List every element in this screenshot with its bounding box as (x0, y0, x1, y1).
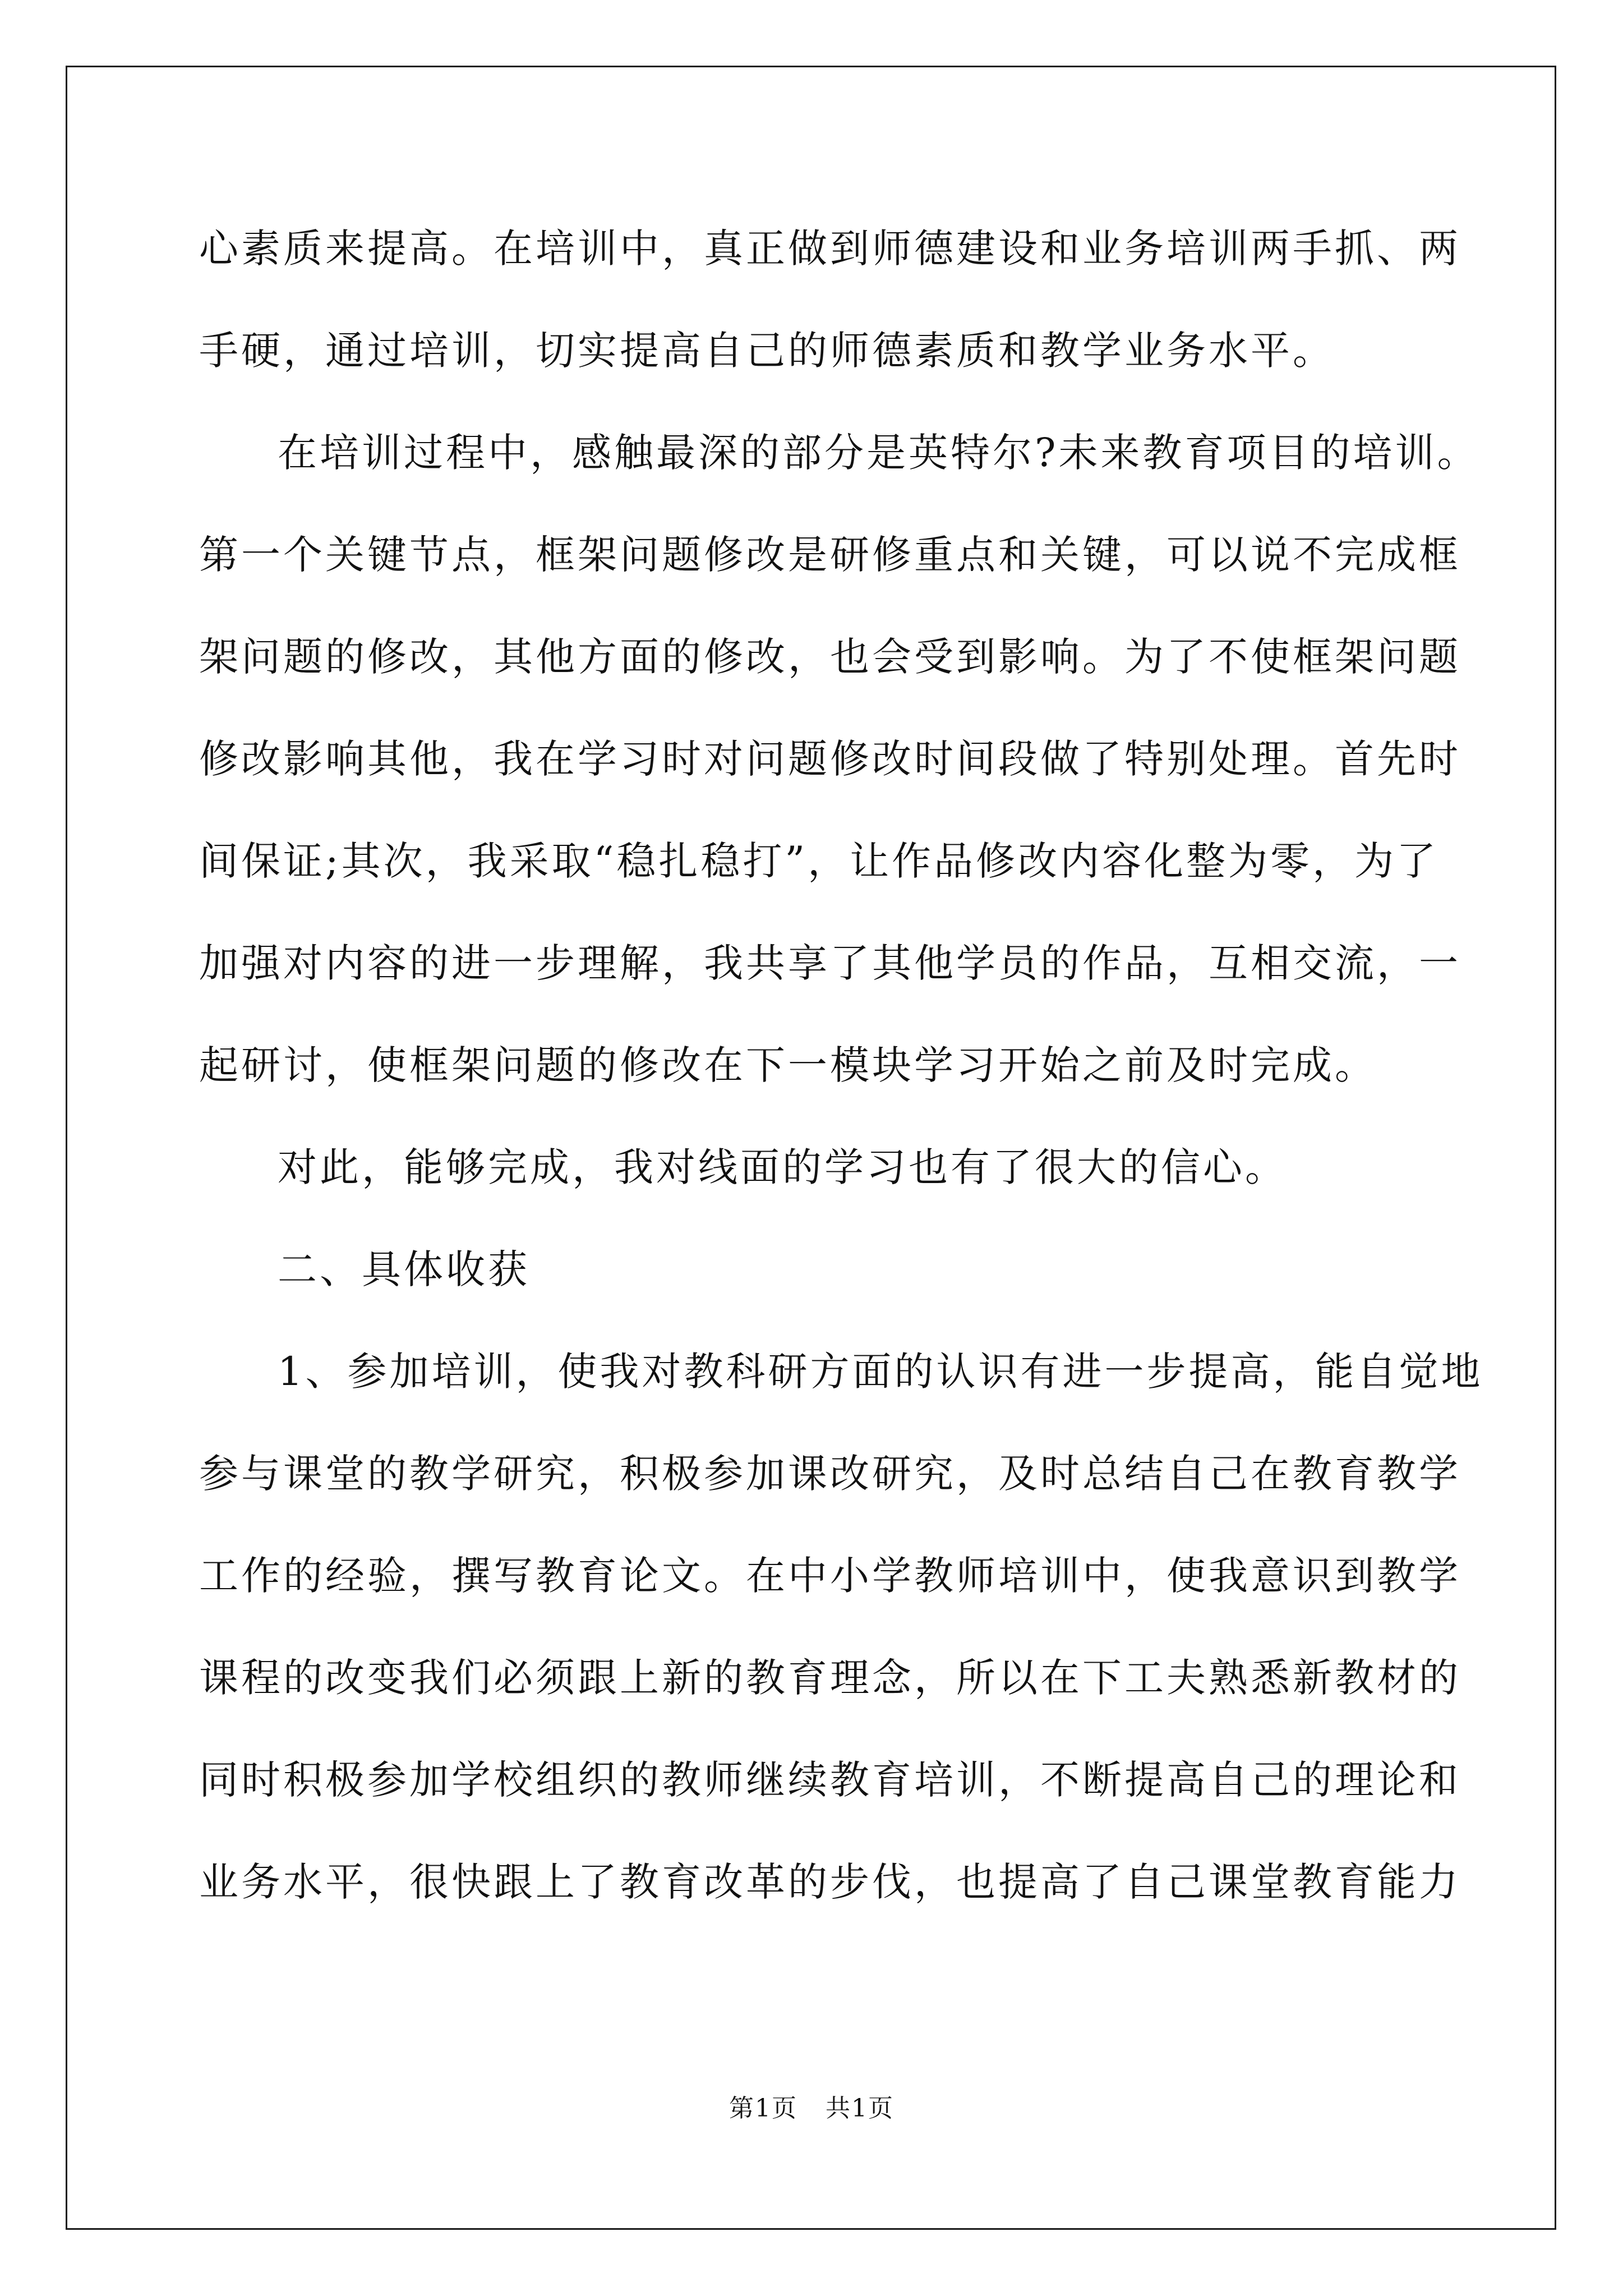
text-line: 加强对内容的进一步理解，我共享了其他学员的作品，互相交流，一 (199, 940, 1461, 986)
section-heading: 二、具体收获 (278, 1246, 530, 1292)
text-line: 参与课堂的教学研究，积极参加课改研究，及时总结自己在教育教学 (199, 1451, 1461, 1497)
text-line: 间保证;其次，我采取“稳扎稳打”，让作品修改内容化整为零，为了 (199, 838, 1439, 884)
document-body (199, 209, 1483, 1945)
page-number: 第1页 (729, 2094, 797, 2123)
text-line: 起研讨，使框架问题的修改在下一模块学习开始之前及时完成。 (199, 1042, 1377, 1088)
text-line: 同时积极参加学校组织的教师继续教育培训，不断提高自己的理论和 (199, 1757, 1461, 1803)
text-line: 1、参加培训，使我对教科研方面的认识有进一步提高，能自觉地 (278, 1349, 1483, 1395)
text-line: 心素质来提高。在培训中，真正做到师德建设和业务培训两手抓、两 (199, 226, 1461, 272)
text-line: 工作的经验，撰写教育论文。在中小学教师培训中，使我意识到教学 (199, 1553, 1461, 1599)
total-pages: 共1页 (826, 2094, 894, 2123)
text-line: 在培训过程中，感触最深的部分是英特尔?未来教育项目的培训。 (278, 430, 1479, 476)
page-footer (0, 2088, 1623, 2124)
text-line: 第一个关键节点，框架问题修改是研修重点和关键，可以说不完成框 (199, 532, 1461, 578)
text-line: 手硬，通过培训，切实提高自己的师德素质和教学业务水平。 (199, 328, 1335, 374)
text-line: 修改影响其他，我在学习时对问题修改时间段做了特别处理。首先时 (199, 736, 1461, 782)
text-line: 对此，能够完成，我对线面的学习也有了很大的信心。 (278, 1144, 1287, 1190)
text-line: 架问题的修改，其他方面的修改，也会受到影响。为了不使框架问题 (199, 634, 1461, 680)
text-line: 课程的改变我们必须跟上新的教育理念，所以在下工夫熟悉新教材的 (199, 1655, 1461, 1701)
text-line: 业务水平，很快跟上了教育改革的步伐，也提高了自己课堂教育能力 (199, 1859, 1461, 1905)
